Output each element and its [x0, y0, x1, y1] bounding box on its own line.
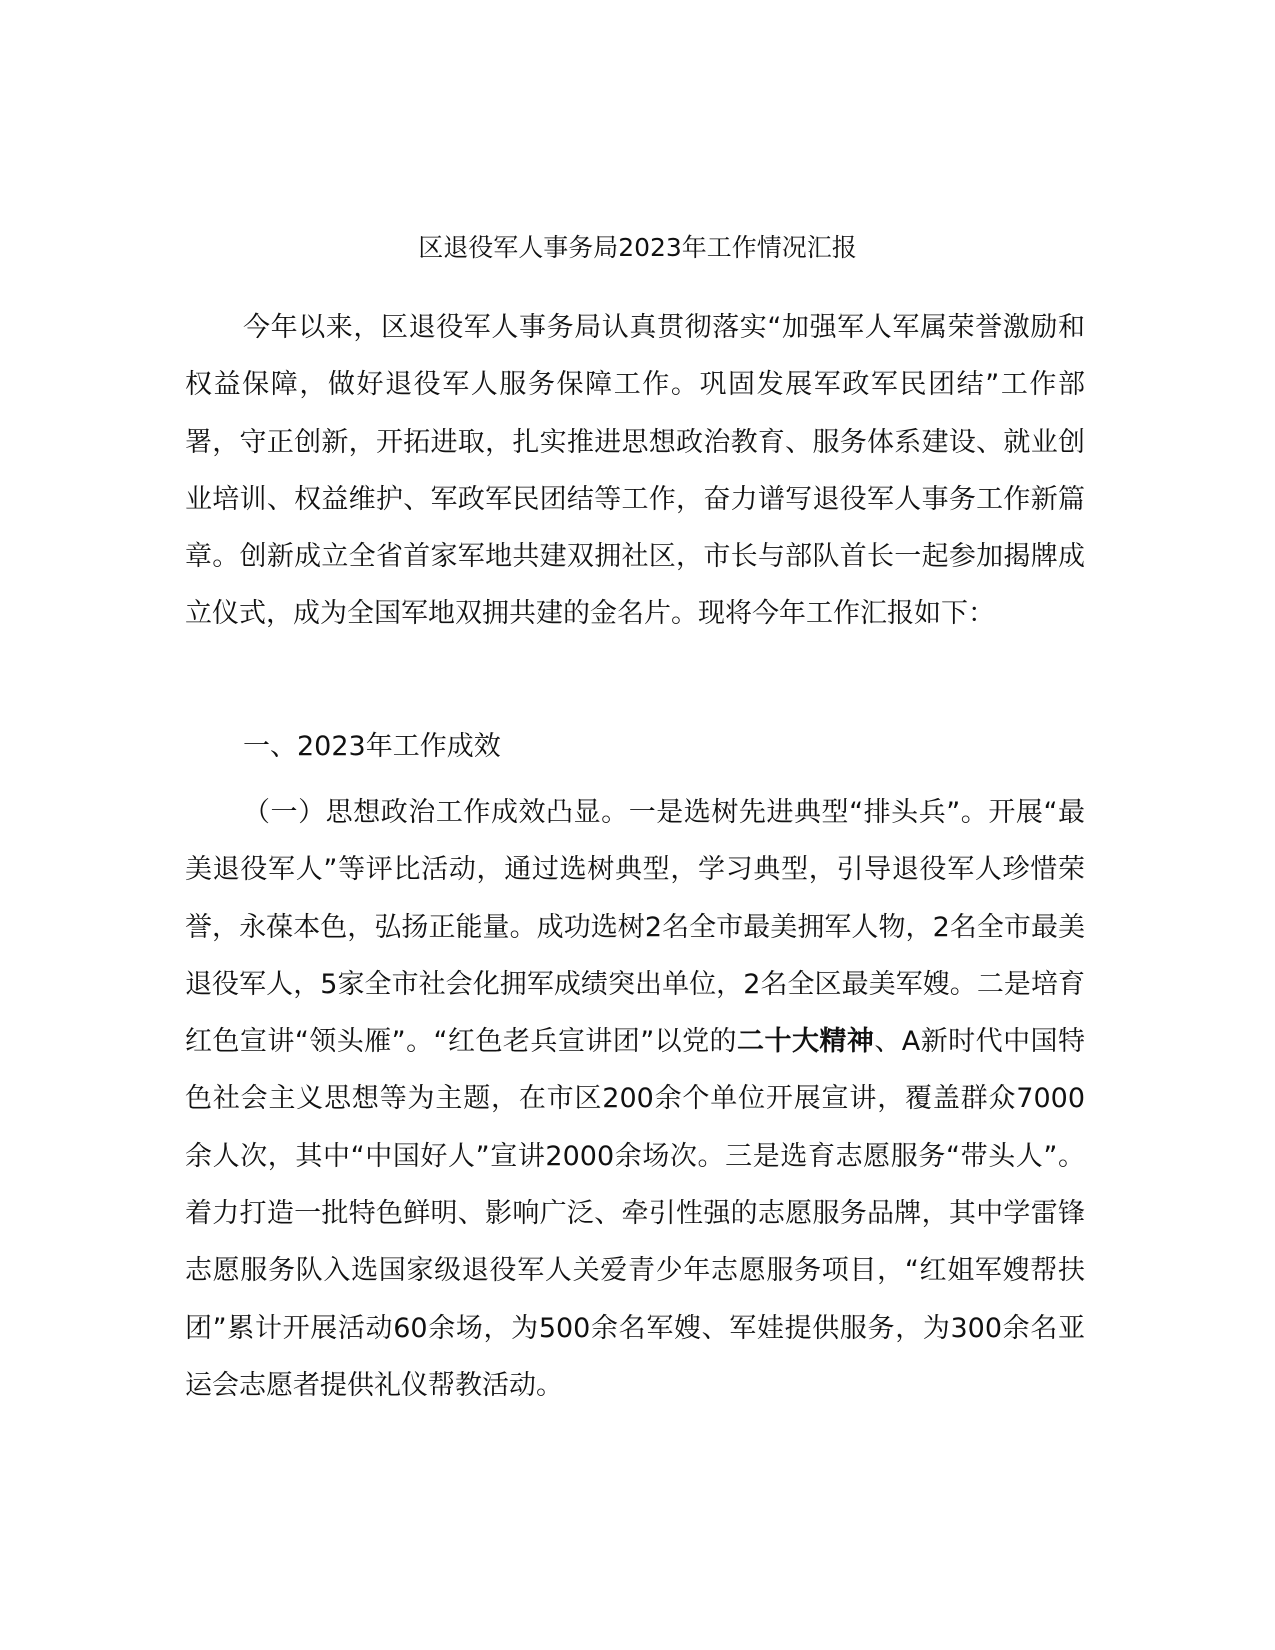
section-paragraph-bold: 二十大精神 [737, 1026, 875, 1058]
section-heading: 一、2023年工作成效 [243, 731, 501, 762]
document-title: 区退役军人事务局2023年工作情况汇报 [418, 233, 857, 262]
section-paragraph [185, 784, 1085, 1414]
section-paragraph-part2: 、A新时代中国特色社会主义思想等为主题，在市区200余个单位开展宣讲，覆盖群众7000余人次，其中“中国好人”宣讲2000余场次。三是选育志愿服务“带头人”。着力打造一批特色鲜明、影响广泛、牵引性强的志愿服务品牌，其中学雷锋志愿服务队入选国家级退役军人关爱青少年志愿服务项目，“红姐军嫂帮扶团”累计开展活动60余场，为500余名军嫂、军娃提供服务，为300余名亚运会志愿者提供礼仪帮教活动。 [185, 1026, 1086, 1401]
section-paragraph-part1: （一）思想政治工作成效凸显。一是选树先进典型“排头兵”。开展“最美退役军人”等评比活动，通过选树典型，学习典型，引导退役军人珍惜荣誉，永葆本色，弘扬正能量。成功选树2名全市最美拥军人物，2名全市最美退役军人，5家全市社会化拥军成绩突出单位，2名全区最美军嫂。二是培育红色宣讲“领头雁”。“红色老兵宣讲团”以党的 [185, 797, 1085, 1058]
intro-paragraph: 今年以来，区退役军人事务局认真贯彻落实“加强军人军属荣誉激励和权益保障，做好退役军人服务保障工作。巩固发展军政军民团结”工作部署，守正创新，开拓进取，扎实推进思想政治教育、服务体系建设、就业创业培训、权益维护、军政军民团结等工作，奋力谱写退役军人事务工作新篇章。创新成立全省首家军地共建双拥社区，市长与部队首长一起参加揭牌成立仪式，成为全国军地双拥共建的金名片。现将今年工作汇报如下： [185, 312, 1085, 630]
